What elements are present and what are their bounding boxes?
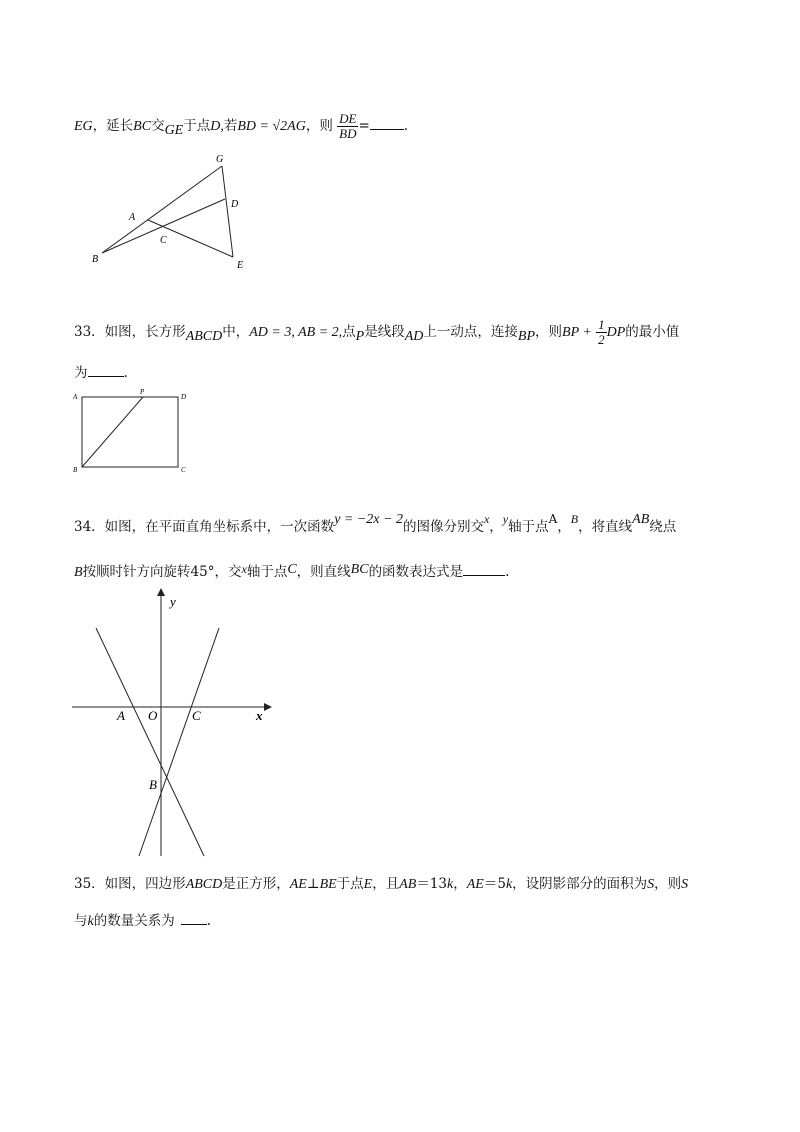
q32-ge: GE — [164, 123, 184, 138]
label-o: O — [148, 708, 158, 723]
q35-abcd: ABCD — [185, 877, 223, 892]
q33-line-1 — [74, 318, 679, 347]
q35-text: ，设阴影部分的面积为 — [512, 876, 648, 892]
q35-text: ，且 — [372, 876, 400, 892]
figure-32 — [86, 150, 266, 280]
label-g: G — [216, 154, 224, 165]
q35-line-1 — [74, 874, 688, 895]
q35-perp: ⊥ — [306, 876, 320, 892]
label-c: C — [160, 235, 167, 246]
label-b: B — [92, 254, 99, 265]
label-d: D — [231, 199, 239, 210]
label-x: x — [256, 708, 263, 723]
q32-period: . — [403, 118, 409, 134]
q35-text: ，则 — [654, 876, 682, 892]
x-axis-arrow — [264, 703, 272, 711]
q34-line-1 — [74, 512, 677, 538]
q32-text: ，延长 — [92, 118, 134, 134]
q35-be: BE — [319, 877, 337, 892]
q33-ad: AD — [404, 329, 424, 344]
q34-function: y = −2x − 2 — [334, 512, 403, 527]
q32-frac-den: BD — [339, 126, 357, 141]
q34-line-2 — [74, 561, 509, 583]
q35-ab: AB — [399, 877, 417, 892]
label-b: B — [149, 777, 157, 792]
label-a: A — [73, 393, 78, 401]
q34-b: B — [570, 512, 579, 526]
q34-text: 轴于点 — [246, 564, 288, 580]
q33-bp: BP — [517, 329, 536, 344]
y-axis-arrow — [157, 588, 165, 596]
q35-ae2: AE — [466, 877, 484, 892]
q35-k3: k — [87, 914, 94, 929]
q33-text: 中， — [222, 324, 250, 340]
q35-s: S — [647, 877, 655, 892]
line-ge — [222, 166, 233, 257]
q34-text: ， — [557, 519, 571, 535]
q35-k2: k — [505, 877, 513, 892]
q33-period: . — [123, 365, 128, 381]
q34-b2: B — [74, 565, 83, 580]
q34-a: A — [548, 512, 558, 526]
label-c: C — [192, 708, 201, 723]
q35-text: ， — [453, 876, 467, 892]
q32-text: 于点 — [183, 118, 211, 134]
q35-text: 与 — [74, 913, 88, 929]
q33-line-2 — [74, 362, 128, 383]
q33-given: AD = 3, AB = 2, — [249, 325, 343, 340]
q33-text: ，则 — [535, 324, 563, 340]
q34-text: ，则直线 — [296, 564, 351, 580]
q33-text: 33．如图，长方形 — [74, 324, 186, 340]
q33-frac-den: 2 — [598, 332, 605, 347]
label-a: A — [117, 708, 125, 723]
q33-text: 为 — [74, 365, 88, 381]
q35-ae: AE — [289, 877, 307, 892]
q32-equals: = — [358, 118, 370, 134]
label-p: P — [140, 388, 145, 396]
q35-text: ＝5 — [483, 876, 506, 892]
q34-text: ，将直线 — [578, 519, 633, 535]
line-bc — [139, 628, 219, 856]
q33-text: 是线段 — [364, 324, 405, 340]
q34-text: 的函数表达式是 — [368, 564, 464, 580]
q35-text: 于点 — [336, 876, 364, 892]
q35-answer-blank — [181, 910, 207, 925]
q34-ab: AB — [632, 512, 650, 527]
q35-k: k — [447, 877, 454, 892]
q33-p: P — [355, 329, 365, 344]
q34-text: ， — [489, 519, 503, 535]
line-ab — [96, 628, 204, 856]
label-b: B — [73, 466, 78, 474]
q34-x: x — [483, 512, 490, 526]
q33-dp: DP — [606, 325, 626, 340]
q34-c: C — [287, 562, 297, 577]
q32-fraction — [337, 112, 358, 141]
q35-text: 的数量关系为 — [93, 913, 175, 929]
q35-e: E — [363, 877, 373, 892]
q34-text: 的图像分别交 — [402, 519, 484, 535]
q32-eg: EG — [74, 119, 93, 134]
label-d: D — [181, 393, 187, 401]
q33-answer-blank — [88, 362, 124, 377]
figure-34 — [64, 586, 284, 860]
q32-condition: BD = √2AG — [237, 119, 306, 134]
label-e: E — [237, 260, 244, 271]
q33-text: 的最小值 — [625, 324, 680, 340]
q32-d: D, — [210, 119, 224, 134]
q34-text: 34．如图，在平面直角坐标系中，一次函数 — [74, 519, 335, 535]
q34-text: 轴于点 — [508, 519, 549, 535]
q34-answer-blank — [463, 561, 505, 576]
q34-text: 按顺时针方向旋转45°，交 — [82, 564, 242, 580]
q32-tail-line — [74, 112, 408, 141]
q32-frac-num: DE — [339, 111, 357, 126]
q33-text: 点 — [342, 324, 356, 340]
q33-fraction — [596, 318, 607, 347]
q35-period: . — [206, 913, 212, 929]
q35-line-2 — [74, 910, 211, 932]
rectangle-abcd — [82, 397, 178, 467]
q35-s2: S — [681, 877, 689, 892]
label-y: y — [170, 594, 176, 609]
q35-text: 35．如图，四边形 — [74, 876, 186, 892]
q32-text: 交 — [151, 118, 165, 134]
figure-33 — [70, 388, 200, 476]
q32-text: ，则 — [305, 118, 333, 134]
label-a: A — [129, 212, 136, 223]
q33-text: 上一动点，连接 — [423, 324, 518, 340]
segment-bp — [82, 397, 143, 467]
q35-text: 是正方形， — [222, 876, 290, 892]
q34-x2: x — [241, 562, 247, 576]
q33-abcd: ABCD — [185, 329, 223, 344]
q32-bc: BC — [133, 119, 152, 134]
q33-frac-num: 1 — [598, 317, 605, 332]
q34-text: 绕点 — [649, 519, 677, 535]
q35-text: ＝13 — [416, 876, 448, 892]
q33-expr: BP + — [562, 325, 592, 340]
label-c: C — [181, 466, 186, 474]
q34-period: . — [505, 564, 510, 580]
q32-text: 若 — [223, 118, 238, 134]
q32-answer-blank — [370, 115, 404, 130]
q34-y: y — [502, 512, 509, 526]
q34-bc: BC — [350, 562, 369, 577]
